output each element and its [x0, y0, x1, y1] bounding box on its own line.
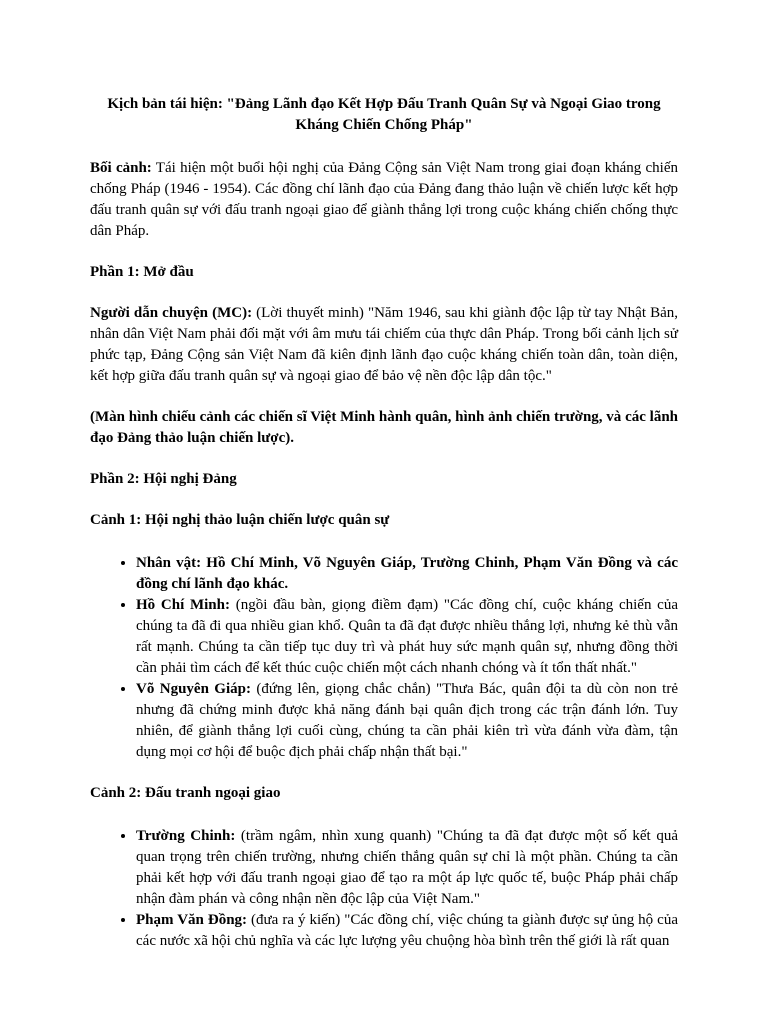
list-item	[136, 553, 678, 595]
narrator-paragraph	[90, 303, 678, 387]
speaker-text: (đứng lên, giọng chắc chắn) "Thưa Bác, quân đội ta dù còn non trẻ nhưng đã chứng minh được khả năng đánh bại quân địch trong các trận đánh lớn. Tuy nhiên, để giành thắng lợi cuối cùng, chúng ta cần phải kiên trì vừa đánh vừa đàm, tận dụng mọi cơ hội để buộc địch phải chấp nhận thất bại."	[136, 681, 678, 760]
scene2-list	[90, 826, 678, 952]
list-item	[136, 910, 678, 952]
speaker-label: Hồ Chí Minh:	[136, 597, 230, 613]
narrator-label: Người dẫn chuyện (MC):	[90, 305, 253, 321]
speaker-text: (đưa ra ý kiến) "Các đồng chí, việc chúng ta giành được sự ủng hộ của các nước xã hội chủ nghĩa và các lực lượng yêu chuộng hòa bình trên thế giới là rất quan	[136, 912, 678, 949]
speaker-label: Võ Nguyên Giáp:	[136, 681, 251, 697]
scene1-heading: Cảnh 1: Hội nghị thảo luận chiến lược quân sự	[90, 512, 390, 528]
speaker-label: Trường Chinh:	[136, 828, 236, 844]
speaker-text: (ngồi đầu bàn, giọng điềm đạm) "Các đồng chí, cuộc kháng chiến của chúng ta đã đi qua nhiều gian khổ. Quân ta đã đạt được nhiều thắng lợi, nhưng kẻ thù vẫn rất mạnh. Chúng ta cần tiếp tục duy trì và phát huy sức mạnh quân sự, nhưng đồng thời cần phải tìm cách để kết thúc cuộc chiến một cách nhanh chóng và ít tổn thất nhất."	[136, 597, 679, 676]
document-title: Kịch bản tái hiện: "Đảng Lãnh đạo Kết Hợp Đấu Tranh Quân Sự và Ngoại Giao trong Kháng Chiến Chống Pháp"	[107, 96, 661, 133]
list-item	[136, 826, 678, 910]
screen-note: (Màn hình chiếu cảnh các chiến sĩ Việt Minh hành quân, hình ảnh chiến trường, và các lãnh đạo Đảng thảo luận chiến lược).	[90, 409, 678, 446]
narrator-text: (Lời thuyết minh) "Năm 1946, sau khi giành độc lập từ tay Nhật Bản, nhân dân Việt Nam phải đối mặt với âm mưu tái chiếm của thực dân Pháp. Trong bối cảnh lịch sử phức tạp, Đảng Cộng sản Việt Nam đã kiên định lãnh đạo cuộc kháng chiến toàn dân, toàn diện, kết hợp giữa đấu tranh quân sự và ngoại giao để bảo vệ nền độc lập dân tộc."	[90, 305, 678, 384]
scene1-list	[90, 553, 678, 763]
context-text: Tái hiện một buổi hội nghị của Đảng Cộng sản Việt Nam trong giai đoạn kháng chiến chống Pháp (1946 - 1954). Các đồng chí lãnh đạo của Đảng đang thảo luận về chiến lược kết hợp đấu tranh quân sự với đấu tranh ngoại giao để giành thắng lợi trong cuộc kháng chiến chống thực dân Pháp.	[90, 160, 678, 239]
list-item	[136, 595, 678, 679]
part1-heading: Phần 1: Mở đầu	[90, 264, 194, 280]
speaker-label: Phạm Văn Đồng:	[136, 912, 248, 928]
speaker-text: (trầm ngâm, nhìn xung quanh) "Chúng ta đã đạt được một số kết quả quan trọng trên chiến trường, nhưng chiến thắng quân sự chỉ là một phần. Chúng ta cần phải kết hợp với đấu tranh ngoại giao để tạo ra một áp lực quốc tế, buộc Pháp phải chấp nhận đàm phán và công nhận nền độc lập của Việt Nam."	[136, 828, 678, 907]
context-paragraph	[90, 158, 678, 242]
character-list-label: Nhân vật: Hồ Chí Minh, Võ Nguyên Giáp, Trường Chinh, Phạm Văn Đồng và các đồng chí lãnh đạo khác.	[136, 555, 678, 592]
scene2-heading: Cảnh 2: Đấu tranh ngoại giao	[90, 785, 281, 801]
list-item	[136, 679, 678, 763]
part2-heading: Phần 2: Hội nghị Đảng	[90, 471, 237, 487]
context-label: Bối cảnh:	[90, 160, 152, 176]
